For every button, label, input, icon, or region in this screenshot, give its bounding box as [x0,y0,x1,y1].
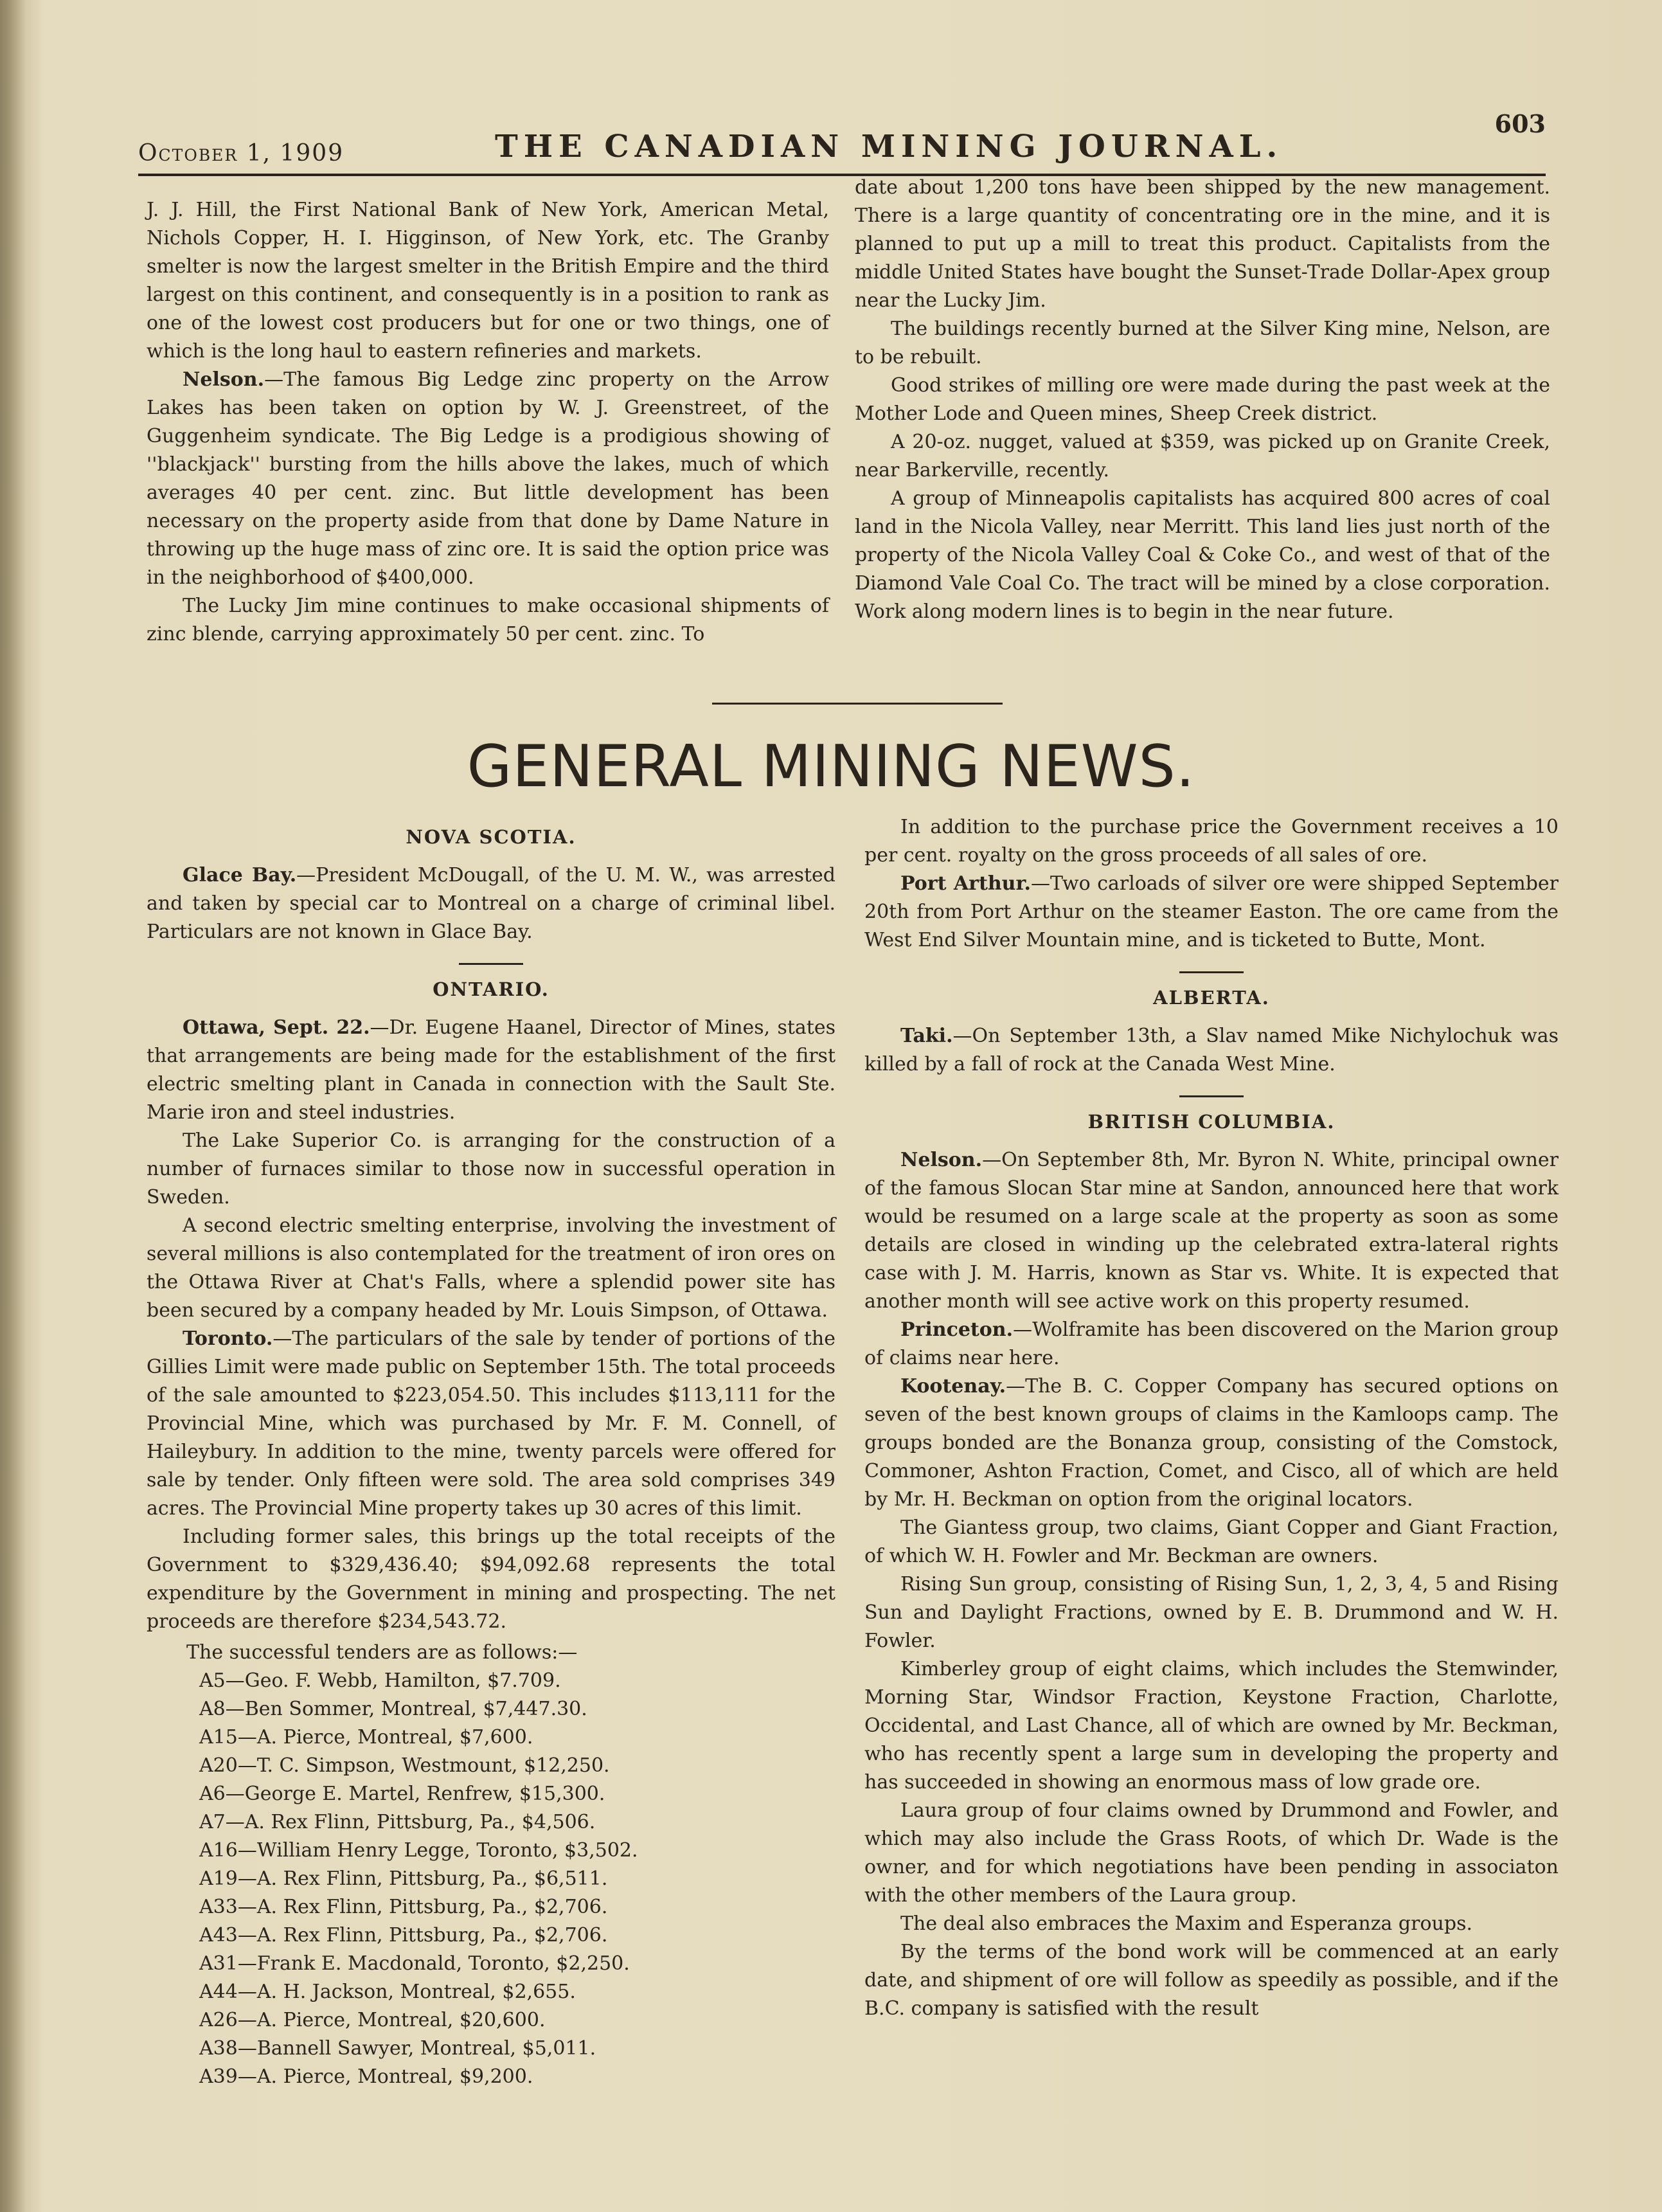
paragraph [147,366,829,592]
paragraph [864,1372,1559,1514]
bottom-left-column [147,823,835,2091]
top-left-column [147,196,829,649]
tender-item: A5—Geo. F. Webb, Hamilton, $7.709. [199,1669,561,1692]
tender-item: A33—A. Rex Flinn, Pittsburg, Pa., $2,706. [199,1896,608,1918]
region-heading: ONTARIO. [433,978,550,1000]
paragraph: By the terms of the bond work will be commenced at an early date, and shipment of ore will follow as speedily as possible, and if the B.C. company is satisfied with the result [864,1941,1559,2020]
short-divider [459,963,523,965]
paragraph [147,1325,835,1523]
paragraph: The Lucky Jim mine continues to make occasional shipments of zinc blende, carrying approximately 50 per cent. zinc. To [147,595,829,645]
region-heading: BRITISH COLUMBIA. [1087,1111,1336,1133]
paragraph: date about 1,200 tons have been shipped by the new management. There is a large quantity of concentrating ore in the mine, and it is planned to put up a mill to treat this product. Capitalists from the middle United States have bought the Sunset-Trade Dollar-Apex group near the Lucky Jim. [855,176,1550,312]
tender-item: A26—A. Pierce, Montreal, $20,600. [199,2009,546,2031]
paragraph [864,1316,1559,1372]
dateline: Taki. [900,1025,953,1047]
paragraph: A second electric smelting enterprise, involving the investment of several millions is also contemplated for the treatment of iron ores on the Ottawa River at Chat's Falls, where a splendid power site has been secured by a company headed by Mr. Louis Simpson, of Ottawa. [147,1214,835,1322]
tender-item: A44—A. H. Jackson, Montreal, $2,655. [199,1981,576,2003]
region-heading: ALBERTA. [1153,987,1270,1009]
paragraph: The deal also embraces the Maxim and Esperanza groups. [900,1912,1472,1935]
tender-item: A20—T. C. Simpson, Westmount, $12,250. [199,1754,610,1777]
dateline: Kootenay. [900,1375,1006,1398]
paragraph-text: —Dr. Eugene Haanel, Director of Mines, states that arrangements are being made for the establishment of the first electric smelting plant in Canada in connection with the Sault Ste. Marie iron and steel industries. [147,1016,835,1124]
paragraph-text: —On September 13th, a Slav named Mike Nichylochuk was killed by a fall of rock at the Canada West Mine. [864,1025,1559,1075]
tender-item: A38—Bannell Sawyer, Montreal, $5,011. [199,2037,596,2060]
paragraph: Including former sales, this brings up the total receipts of the Government to $329,436.40; $94,092.68 represents the total expenditure by the Government in mining and prospecting. The net proceeds are therefore $234,543.72. [147,1525,835,1633]
tender-item: A39—A. Pierce, Montreal, $9,200. [199,2065,533,2088]
paragraph: Laura group of four claims owned by Drummond and Fowler, and which may also include the Grass Roots, of which Dr. Wade is the owner, and for which negotiations have been pending in associaton with the other members of the Laura group. [864,1799,1559,1907]
tender-item: A43—A. Rex Flinn, Pittsburg, Pa., $2,706. [199,1924,608,1947]
paragraph: A 20-oz. nugget, valued at $359, was picked up on Granite Creek, near Barkerville, recently. [855,431,1550,481]
paragraph [147,1014,835,1127]
dateline: Princeton. [900,1318,1014,1341]
dateline: Toronto. [183,1327,273,1350]
paragraph: The buildings recently burned at the Silver King mine, Nelson, are to be rebuilt. [855,318,1550,368]
paragraph-text: —The famous Big Ledge zinc property on the Arrow Lakes has been taken on option by W. J. Greenstreet, of the Guggenheim syndicate. The Big Ledge is a prodigious showing of ''blackjack'' bursting from the hills above the lakes, much of which averages 40 per cent. zinc. But little development has been necessary on the property aside from that done by Dame Nature in throwing up the huge mass of zinc ore. It is said the option price was in the neighborhood of $400,000. [147,368,829,589]
tender-item: A15—A. Pierce, Montreal, $7,600. [199,1726,533,1749]
paragraph: Rising Sun group, consisting of Rising Sun, 1, 2, 3, 4, 5 and Rising Sun and Daylight Fractions, owned by E. B. Drummond and W. H. Fowler. [864,1573,1559,1652]
paragraph-text: —Wolframite has been discovered on the Marion group of claims near here. [864,1318,1559,1369]
issue-date: October 1, 1909 [138,140,344,166]
dateline: Glace Bay. [183,864,297,886]
dateline: Nelson. [183,368,265,391]
paragraph: J. J. Hill, the First National Bank of New York, American Metal, Nichols Copper, H. I. Higginson, of New York, etc. The Granby smelter is now the largest smelter in the British Empire and the third largest on this continent, and consequently is in a position to rank as one of the lowest cost producers but for one or two things, one of which is the long haul to eastern refineries and markets. [147,199,829,363]
section-title: GENERAL MINING NEWS. [467,733,1195,800]
dateline: Nelson. [900,1149,983,1171]
paragraph [864,1146,1559,1316]
paragraph: Good strikes of milling ore were made during the past week at the Mother Lode and Queen mines, Sheep Creek district. [855,374,1550,425]
binding-shadow [0,0,26,2212]
paragraph [864,870,1559,955]
paragraph [147,861,835,946]
journal-title: THE CANADIAN MINING JOURNAL. [495,129,1283,165]
dateline: Port Arthur. [900,872,1031,895]
paragraph-text: —The B. C. Copper Company has secured options on seven of the best known groups of claims in the Kamloops camp. The groups bonded are the Bonanza group, consisting of the Comstock, Commoner, Ashton Fraction, Comet, and Cisco, all of which are held by Mr. H. Beckman on option from the original locators. [864,1375,1559,1511]
tender-item: A16—William Henry Legge, Toronto, $3,502. [199,1839,638,1862]
paragraph: In addition to the purchase price the Government receives a 10 per cent. royalty on the gross proceeds of all sales of ore. [864,816,1559,867]
paragraph: The Lake Superior Co. is arranging for the construction of a number of furnaces similar to those now in successful operation in Sweden. [147,1129,835,1209]
bottom-right-column [864,813,1559,2023]
tender-item: A8—Ben Sommer, Montreal, $7,447.30. [199,1698,587,1720]
page-header [138,103,1546,166]
tenders-list [147,1639,835,2091]
tenders-intro: The successful tenders are as follows:— [186,1641,578,1664]
paragraph-text: —On September 8th, Mr. Byron N. White, principal owner of the famous Slocan Star mine at Sandon, announced here that work would be resumed on a large scale at the property as soon as some details are closed in winding up the celebrated extra-lateral rights case with J. M. Harris, known as Star vs. White. It is expected that another month will see active work on this property resumed. [864,1149,1559,1313]
paragraph: Kimberley group of eight claims, which includes the Stemwinder, Morning Star, Windsor Fraction, Keystone Fraction, Charlotte, Occidental, and Last Chance, all of which are owned by Mr. Beckman, who has recently spent a large sum in developing the property and has succeeded in showing an enormous mass of low grade ore. [864,1658,1559,1794]
region-heading: NOVA SCOTIA. [406,826,576,848]
tender-item: A19—A. Rex Flinn, Pittsburg, Pa., $6,511. [199,1867,608,1890]
short-divider [1179,971,1244,973]
page-number: 603 [1494,109,1546,138]
tender-item: A7—A. Rex Flinn, Pittsburg, Pa., $4,506. [199,1811,596,1833]
paragraph: A group of Minneapolis capitalists has acquired 800 acres of coal land in the Nicola Valley, near Merritt. This land lies just north of the property of the Nicola Valley Coal & Coke Co., and west of that of the Diamond Vale Coal Co. The tract will be mined by a close corporation. Work along modern lines is to begin in the near future. [855,487,1550,623]
paragraph [864,1022,1559,1079]
tender-item: A31—Frank E. Macdonald, Toronto, $2,250. [199,1952,630,1975]
dateline: Ottawa, Sept. 22. [183,1016,370,1039]
paragraph-text: —Two carloads of silver ore were shipped September 20th from Port Arthur on the steamer Easton. The ore came from the West End Silver Mountain mine, and is ticketed to Butte, Mont. [864,872,1559,951]
section-divider [712,703,1003,705]
paragraph-text: —President McDougall, of the U. M. W., was arrested and taken by special car to Montreal on a charge of criminal libel. Particulars are not known in Glace Bay. [147,864,835,943]
tender-item: A6—George E. Martel, Renfrew, $15,300. [199,1783,605,1805]
short-divider [1179,1095,1244,1097]
paragraph-text: —The particulars of the sale by tender of portions of the Gillies Limit were made public on September 15th. The total proceeds of the sale amounted to $223,054.50. This includes $113,111 for the Provincial Mine, which was purchased by Mr. F. M. Connell, of Haileybury. In addition to the mine, twenty parcels were offered for sale by tender. Only fifteen were sold. The area sold comprises 349 acres. The Provincial Mine property takes up 30 acres of this limit. [147,1327,835,1520]
paragraph: The Giantess group, two claims, Giant Copper and Giant Fraction, of which W. H. Fowler and Mr. Beckman are owners. [864,1516,1559,1567]
top-right-column [855,174,1550,626]
